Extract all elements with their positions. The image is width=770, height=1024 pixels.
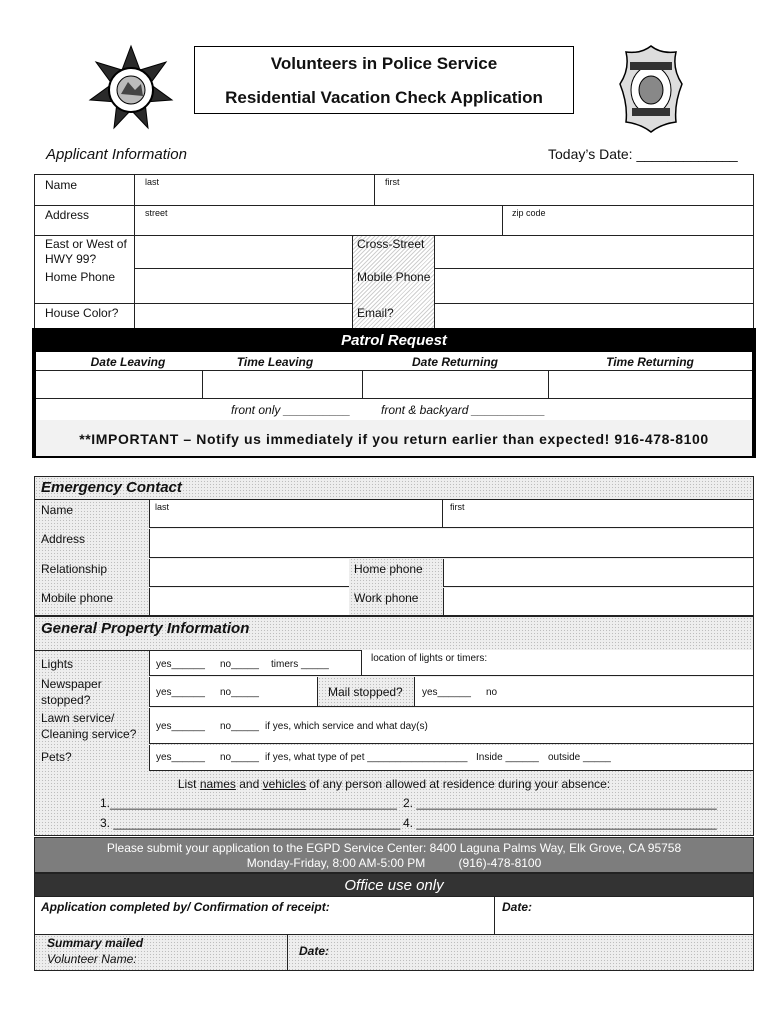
list-vehicles: vehicles — [262, 777, 306, 791]
emergency-name-label: Name — [41, 503, 74, 517]
lawn-label-line2: Cleaning service? — [41, 727, 137, 741]
office-use-title: Office use only — [344, 877, 444, 894]
newspaper-label-line2: stopped? — [41, 693, 91, 707]
street-hint: street — [145, 208, 168, 218]
emergency-mobile-phone-label: Mobile phone — [41, 591, 114, 605]
applicant-section-label: Applicant Information — [46, 146, 187, 163]
east-west-input[interactable] — [136, 237, 351, 267]
street-input[interactable] — [136, 218, 500, 234]
zip-input[interactable] — [504, 218, 752, 234]
emergency-title: Emergency Contact — [41, 479, 182, 496]
emergency-work-phone-label: Work phone — [354, 591, 419, 605]
list-and: and — [235, 777, 263, 791]
email-input[interactable] — [437, 305, 752, 327]
emergency-first-name-input[interactable] — [443, 500, 753, 528]
todays-date-field[interactable]: Today’s Date: _____________ — [548, 146, 738, 162]
lights-no[interactable]: no_____ — [220, 659, 259, 670]
home-phone-input[interactable] — [136, 270, 351, 302]
volunteer-name-label: Volunteer Name: — [47, 952, 137, 966]
submit-line-2: Monday-Friday, 8:00 AM-5:00 PM (916)-478-8100 — [246, 856, 542, 870]
lights-label: Lights — [41, 657, 74, 671]
date-returning-input[interactable] — [364, 372, 546, 396]
col-time-leaving: Time Leaving — [236, 355, 314, 369]
house-color-input[interactable] — [136, 305, 351, 327]
time-leaving-input[interactable] — [204, 372, 360, 396]
relationship-label: Relationship — [41, 562, 108, 576]
col-date-leaving: Date Leaving — [90, 355, 166, 369]
office-date-label-2: Date: — [299, 944, 330, 958]
persons-allowed-instructions — [34, 777, 754, 791]
zip-hint: zip code — [512, 208, 546, 218]
email-label: Email? — [357, 306, 394, 320]
emergency-last-hint: last — [155, 502, 170, 512]
emergency-home-phone-input[interactable] — [443, 559, 753, 587]
mobile-phone-input[interactable] — [437, 270, 752, 302]
lights-timers[interactable]: timers _____ — [271, 659, 329, 670]
col-date-returning: Date Returning — [411, 355, 498, 369]
pets-label: Pets? — [41, 750, 72, 764]
person-line-4[interactable]: 4. _____________________________________________ — [403, 816, 717, 830]
list-post: of any person allowed at residence during your absence: — [305, 777, 611, 791]
page-subtitle: Residential Vacation Check Application — [225, 88, 543, 107]
date-leaving-input[interactable] — [38, 372, 200, 396]
first-hint: first — [385, 177, 400, 187]
last-hint: last — [145, 177, 160, 187]
relationship-input[interactable] — [149, 559, 349, 587]
east-west-label-line2: HWY 99? — [45, 252, 97, 266]
emergency-first-hint: first — [450, 502, 465, 512]
office-date-cell-2[interactable] — [288, 935, 753, 970]
police-badge-icon — [616, 44, 686, 134]
home-phone-label: Home Phone — [45, 270, 116, 284]
submit-line-1: Please submit your application to the EGPD Service Center: 8400 Laguna Palms Way, Elk Grove, CA 95758 — [106, 841, 682, 855]
pets-yes[interactable]: yes______ — [156, 752, 205, 763]
office-date-label-1: Date: — [502, 900, 533, 914]
cross-street-input[interactable] — [437, 237, 752, 267]
applicant-last-name-input[interactable] — [136, 188, 372, 204]
emergency-work-phone-input[interactable] — [443, 588, 753, 615]
list-names: names — [199, 777, 236, 791]
emergency-last-name-input[interactable] — [149, 500, 443, 528]
lawn-which-service: if yes, which service and what day(s) — [265, 721, 428, 732]
address-label: Address — [45, 208, 90, 222]
completed-by-input[interactable] — [36, 914, 492, 932]
pets-inside[interactable]: Inside ______ — [476, 752, 539, 763]
property-title: General Property Information — [41, 620, 250, 637]
mail-yes[interactable]: yes______ — [422, 687, 471, 698]
cross-street-label: Cross-Street — [357, 237, 425, 251]
page-title: Volunteers in Police Service — [270, 54, 498, 73]
list-pre: List — [177, 777, 200, 791]
newspaper-label-line1: Newspaper — [41, 677, 102, 691]
person-line-2[interactable]: 2. _____________________________________________ — [403, 796, 717, 810]
emergency-address-label: Address — [41, 532, 86, 546]
front-only-option[interactable]: front only __________ — [231, 403, 351, 417]
name-label: Name — [45, 178, 78, 192]
person-line-1[interactable]: 1.___________________________________________ — [100, 796, 397, 810]
patrol-title: Patrol Request — [341, 332, 447, 349]
newspaper-yes[interactable]: yes______ — [156, 687, 205, 698]
house-color-label: House Color? — [45, 306, 119, 320]
lawn-label-line1: Lawn service/ — [41, 711, 115, 725]
pets-outside[interactable]: outside _____ — [548, 752, 611, 763]
completed-by-label: Application completed by/ Confirmation of receipt: — [41, 900, 330, 914]
important-notice: **IMPORTANT – Notify us immediately if you return earlier than expected! 916-478-8100 — [79, 431, 709, 447]
city-seal-icon — [88, 44, 174, 130]
lawn-no[interactable]: no_____ — [220, 721, 259, 732]
newspaper-no[interactable]: no_____ — [220, 687, 259, 698]
mail-stopped-label: Mail stopped? — [328, 685, 403, 699]
time-returning-input[interactable] — [550, 372, 750, 396]
lawn-yes[interactable]: yes______ — [156, 721, 205, 732]
office-date-input-1[interactable] — [498, 914, 752, 932]
summary-mailed-label: Summary mailed — [47, 936, 144, 950]
pets-no[interactable]: no_____ — [220, 752, 259, 763]
emergency-home-phone-label: Home phone — [354, 562, 423, 576]
lights-yes[interactable]: yes______ — [156, 659, 205, 670]
lights-location-label: location of lights or timers: — [371, 653, 488, 664]
mail-no[interactable]: no — [486, 687, 498, 698]
front-backyard-option[interactable]: front & backyard ___________ — [381, 403, 546, 417]
emergency-mobile-phone-input[interactable] — [149, 588, 349, 615]
pets-type[interactable]: if yes, what type of pet __________________ — [265, 752, 468, 763]
emergency-address-input[interactable] — [149, 529, 753, 558]
mobile-phone-label: Mobile Phone — [357, 270, 431, 284]
applicant-first-name-input[interactable] — [376, 188, 752, 204]
east-west-label-line1: East or West of — [45, 237, 127, 251]
person-line-3[interactable]: 3. ___________________________________________ — [100, 816, 401, 830]
col-time-returning: Time Returning — [606, 355, 694, 369]
